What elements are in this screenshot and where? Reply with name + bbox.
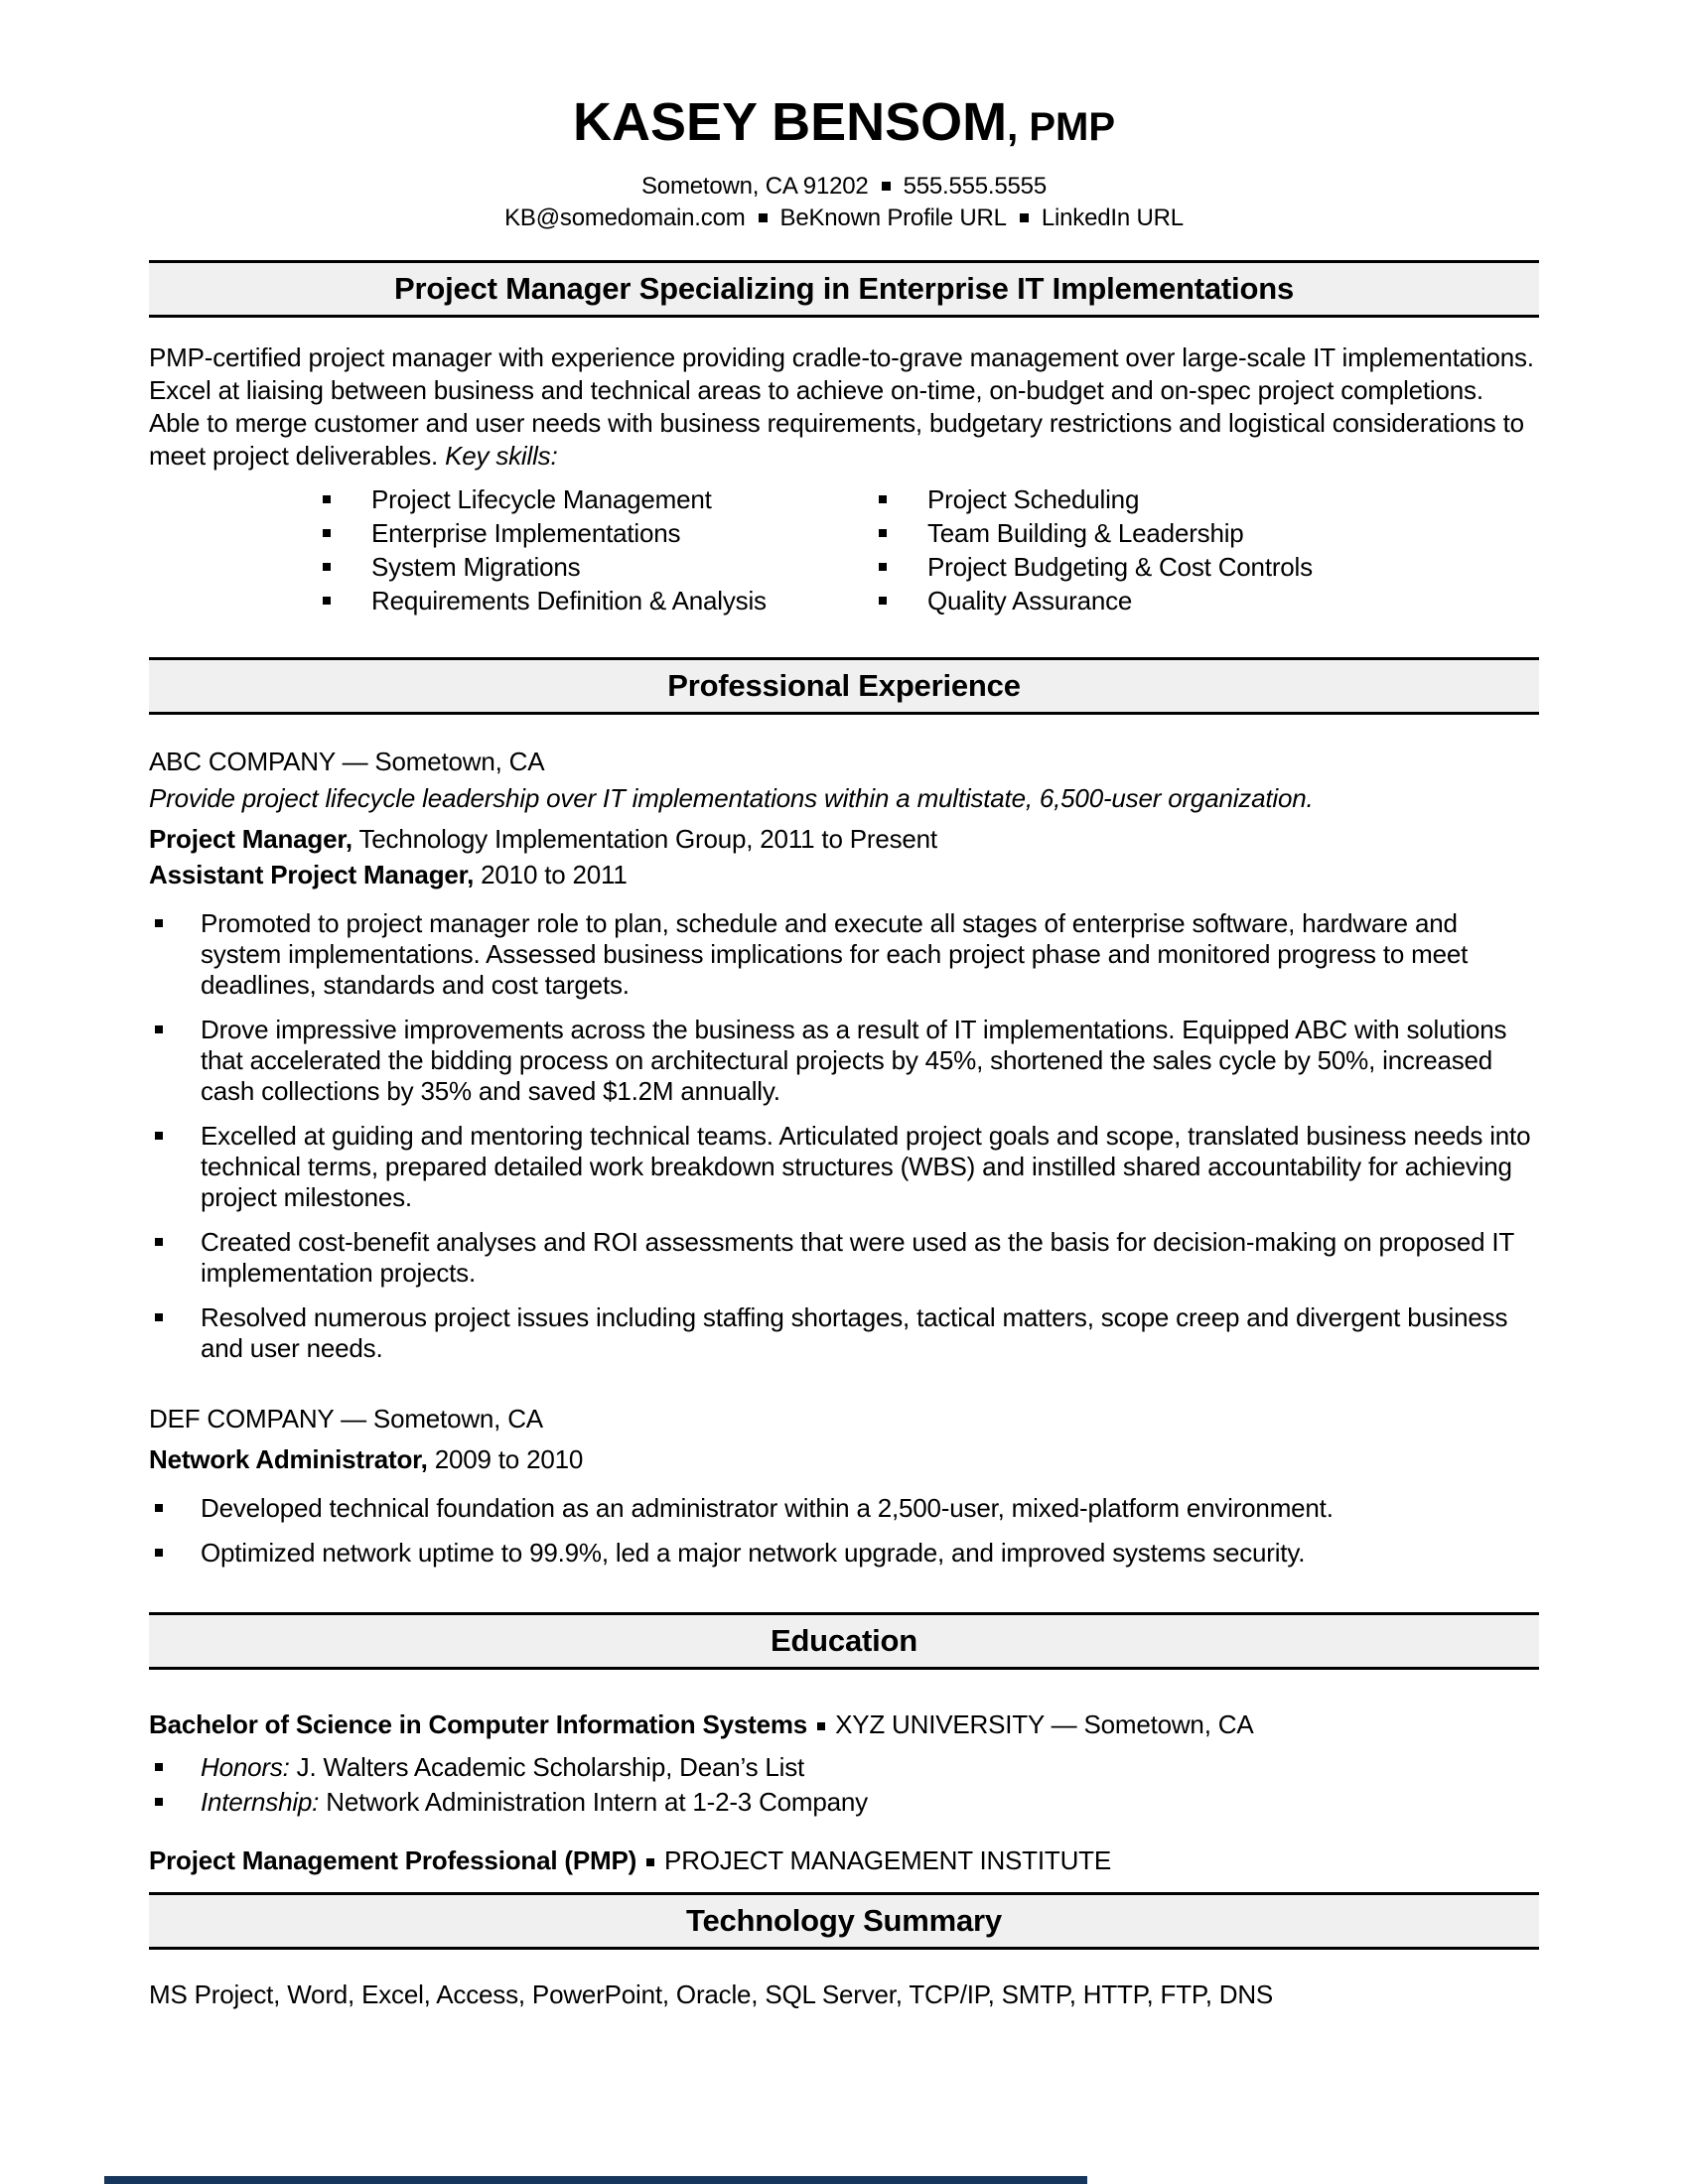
contact-line-1 [0,171,1688,203]
achievement-text: Optimized network uptime to 99.9%, led a major network upgrade, and improved systems security. [201,1538,1306,1569]
role-detail: 2009 to 2010 [427,1444,584,1475]
achievement-item [149,1121,1539,1213]
achievement-text: Promoted to project manager role to plan, schedule and execute all stages of enterprise software, hardware and system implementations. Assessed business implications for each project phase and monitored progress to meet deadlines, standards and cost targets. [201,908,1469,1001]
bullet-square-icon [323,495,331,503]
detail-text: J. Walters Academic Scholarship, Dean’s List [289,1752,805,1783]
detail-lead: Honors: [201,1752,290,1783]
skill-item [323,482,879,516]
company-tagline: Provide project lifecycle leadership over IT implementations within a multistate, 6,500-user organization. [149,783,1314,814]
job-entry-abc [149,747,1539,1364]
skill-label: Requirements Definition & Analysis [371,586,767,616]
skill-item [879,516,1539,550]
bullet-square-icon [879,495,887,503]
skill-item [879,482,1539,516]
achievement-item [149,1493,1539,1524]
key-skills-list [323,482,1539,617]
candidate-name [0,0,1688,153]
candidate-name-text: KASEY BENSOM [573,92,1008,152]
achievement-item [149,1015,1539,1107]
bullet-square-icon [323,563,331,571]
candidate-credential: , PMP [1007,105,1115,149]
technology-section-banner: Technology Summary [149,1892,1539,1950]
summary-text: PMP-certified project manager with experience providing cradle-to-grave management over large-scale IT implementations. Excel at liaising between business and technical areas to achieve on-time, on-budget and on-spec project completions. Able to merge customer and user needs with business requirements, budgetary restrictions and logistical considerations to meet project deliverables. [149,342,1534,472]
separator-square-icon [882,182,891,191]
detail-text: Network Administration Intern at 1-2-3 Company [319,1787,868,1818]
skill-label: Quality Assurance [927,586,1133,616]
bullet-square-icon [155,1025,163,1033]
role-line [149,1444,1539,1475]
degree-title: Bachelor of Science in Computer Information Systems [149,1709,808,1740]
role-title: Project Manager, [149,824,352,855]
contact-block [0,171,1688,234]
company-name: ABC COMPANY — Sometown, CA [149,747,545,777]
achievement-text: Excelled at guiding and mentoring technical teams. Articulated project goals and scope, translated business needs into technical terms, prepared detailed work breakdown structures (WBS) and instilled shared accountability for achieving project milestones. [201,1121,1531,1213]
education-detail-item [149,1750,1539,1785]
skill-label: Enterprise Implementations [371,518,681,549]
key-skills-label: Key skills: [445,441,558,472]
achievement-item [149,1302,1539,1364]
degree-school: XYZ UNIVERSITY — Sometown, CA [835,1709,1254,1740]
skill-item [323,584,879,617]
skill-label: Team Building & Leadership [927,518,1244,549]
bullet-square-icon [879,563,887,571]
bullet-square-icon [155,1549,163,1557]
bullet-square-icon [155,1763,163,1771]
headline-banner: Project Manager Specializing in Enterprise IT Implementations [149,260,1539,318]
achievement-text: Developed technical foundation as an administrator within a 2,500-user, mixed-platform environment. [201,1493,1334,1524]
skill-label: System Migrations [371,552,581,583]
separator-square-icon [646,1858,654,1866]
bullet-square-icon [155,1132,163,1140]
role-title: Assistant Project Manager, [149,860,475,890]
separator-square-icon [759,213,768,222]
bullet-square-icon [155,1238,163,1246]
achievement-list [149,1493,1539,1569]
bullet-square-icon [155,919,163,927]
job-entry-def [149,1404,1539,1569]
certification-line [149,1845,1539,1876]
certification-institute: PROJECT MANAGEMENT INSTITUTE [664,1845,1111,1876]
separator-square-icon [817,1722,825,1730]
bullet-square-icon [879,597,887,605]
summary-paragraph [149,341,1539,473]
contact-phone: 555.555.5555 [903,173,1047,201]
certification-title: Project Management Professional (PMP) [149,1845,637,1876]
company-name: DEF COMPANY — Sometown, CA [149,1404,543,1434]
technology-list: MS Project, Word, Excel, Access, PowerPoint, Oracle, SQL Server, TCP/IP, SMTP, HTTP, FTP, DNS [149,1979,1274,2010]
achievement-item [149,1227,1539,1289]
degree-line [149,1709,1539,1740]
skill-label: Project Scheduling [927,484,1140,515]
role-line [149,860,1539,890]
skill-item [323,550,879,584]
bullet-square-icon [323,529,331,537]
contact-email: KB@somedomain.com [504,205,746,232]
skill-item [879,584,1539,617]
skill-item [323,516,879,550]
contact-location: Sometown, CA 91202 [641,173,869,201]
education-detail-list [149,1750,1539,1820]
experience-section-banner: Professional Experience [149,657,1539,715]
role-line [149,824,1539,855]
skill-label: Project Budgeting & Cost Controls [927,552,1313,583]
achievement-item [149,1538,1539,1569]
detail-lead: Internship: [201,1787,320,1818]
bullet-square-icon [323,597,331,605]
role-detail: 2010 to 2011 [474,860,628,890]
separator-square-icon [1020,213,1029,222]
skill-item [879,550,1539,584]
education-section-banner: Education [149,1612,1539,1670]
role-detail: Technology Implementation Group, 2011 to Present [352,824,937,855]
contact-line-2 [0,203,1688,234]
bullet-square-icon [155,1798,163,1806]
achievement-item [149,908,1539,1001]
role-title: Network Administrator, [149,1444,428,1475]
contact-beknown: BeKnown Profile URL [779,205,1007,232]
education-detail-item [149,1785,1539,1820]
achievement-text: Resolved numerous project issues including staffing shortages, tactical matters, scope creep and divergent business and user needs. [201,1302,1508,1364]
skill-label: Project Lifecycle Management [371,484,712,515]
bullet-square-icon [155,1313,163,1321]
contact-linkedin: LinkedIn URL [1041,205,1184,232]
bullet-square-icon [879,529,887,537]
achievement-text: Created cost-benefit analyses and ROI assessments that were used as the basis for decision-making on proposed IT implementation projects. [201,1227,1514,1289]
footer-accent-bar [104,2176,1087,2184]
achievement-text: Drove impressive improvements across the business as a result of IT implementations. Equipped ABC with solutions that accelerated the bidding process on architectural projects by 45%, shortened the sales cycle by 50%, increased cash collections by 35% and saved $1.2M annually. [201,1015,1507,1107]
bullet-square-icon [155,1504,163,1512]
achievement-list [149,908,1539,1364]
